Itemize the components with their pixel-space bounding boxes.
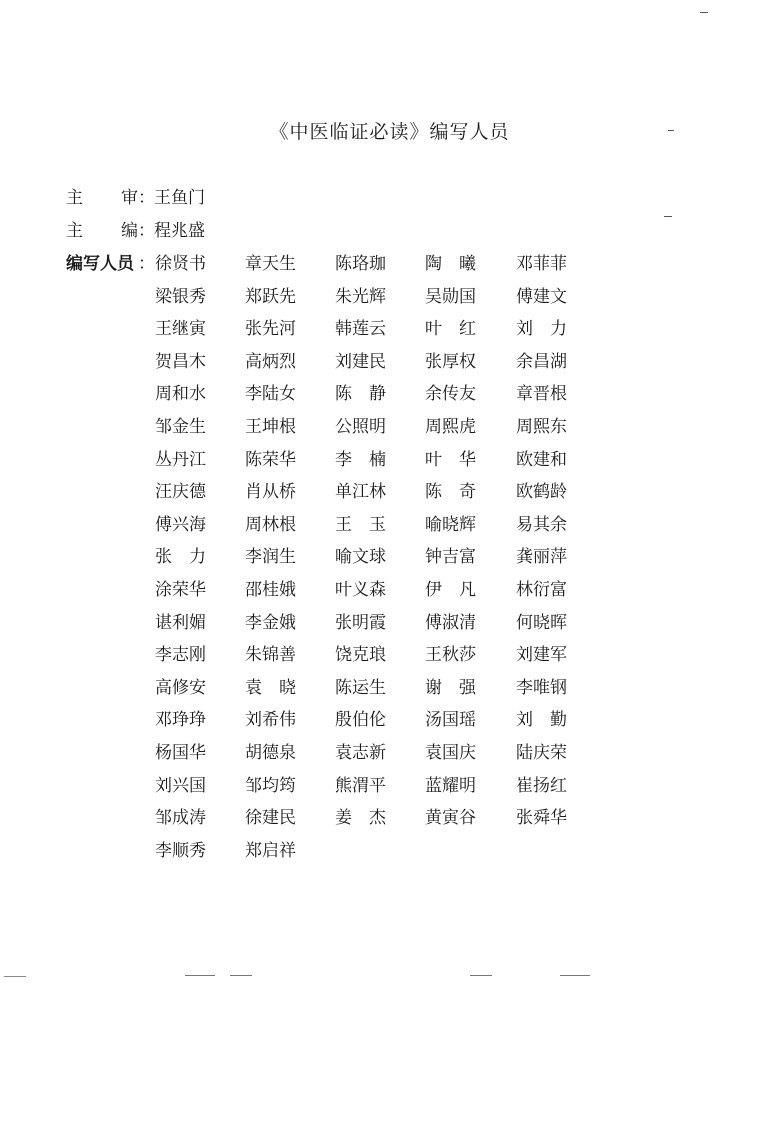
writer-name: 胡德泉 (245, 743, 296, 763)
writer-name: 朱光辉 (335, 287, 386, 307)
writer-name: 张舜华 (516, 808, 567, 828)
writer-name: 周熙虎 (425, 417, 476, 437)
writer-name: 肖从桥 (245, 482, 296, 502)
writer-name: 刘建民 (335, 352, 386, 372)
writer-name: 刘 勤 (516, 710, 567, 730)
writer-name: 余传友 (425, 384, 476, 404)
writer-name: 李唯钢 (516, 678, 567, 698)
writer-name: 袁国庆 (425, 743, 476, 763)
writer-name: 陈 奇 (425, 482, 476, 502)
writer-name: 朱锦善 (245, 645, 296, 665)
writer-name: 王秋莎 (425, 645, 476, 665)
writer-name: 汤国瑶 (425, 710, 476, 730)
writer-name: 邹均筠 (245, 776, 296, 796)
writer-name: 叶义森 (335, 580, 386, 600)
writers-label: 编写人员 (66, 254, 134, 274)
writer-name: 喻晓辉 (425, 515, 476, 535)
writer-name: 殷伯伦 (335, 710, 386, 730)
writer-name: 郑启祥 (245, 841, 296, 861)
writer-name: 周林根 (245, 515, 296, 535)
writer-name: 林衍富 (516, 580, 567, 600)
writer-name: 李金娥 (245, 613, 296, 633)
writer-name: 张先河 (245, 319, 296, 339)
writer-name: 王 玉 (335, 515, 386, 535)
writer-name: 杨国华 (155, 743, 206, 763)
writer-name: 李润生 (245, 547, 296, 567)
writer-name: 陶 曦 (425, 254, 476, 274)
scan-mark (470, 975, 492, 976)
writer-name: 陈珞珈 (335, 254, 386, 274)
writer-name: 贺昌木 (155, 352, 206, 372)
writer-name: 章晋根 (516, 384, 567, 404)
writer-name: 王坤根 (245, 417, 296, 437)
writer-name: 傅兴海 (155, 515, 206, 535)
writer-name: 张 力 (155, 547, 206, 567)
writer-name: 刘兴国 (155, 776, 206, 796)
writer-name: 刘希伟 (245, 710, 296, 730)
writer-name: 公照明 (335, 417, 386, 437)
writer-name: 郑跃先 (245, 287, 296, 307)
writer-name: 陆庆荣 (516, 743, 567, 763)
scan-mark (664, 216, 672, 217)
writer-name: 韩莲云 (335, 319, 386, 339)
writer-name: 叶 红 (425, 319, 476, 339)
writer-name: 邹成涛 (155, 808, 206, 828)
writer-name: 谌利媚 (155, 613, 206, 633)
writer-name: 龚丽萍 (516, 547, 567, 567)
writer-name: 李 楠 (335, 450, 386, 470)
writer-name: 叶 华 (425, 450, 476, 470)
writer-name: 袁志新 (335, 743, 386, 763)
scan-mark (4, 976, 26, 977)
writer-name: 余昌湖 (516, 352, 567, 372)
writer-name: 伊 凡 (425, 580, 476, 600)
chief-editor-colon: ： (138, 221, 155, 241)
writer-name: 邹金生 (155, 417, 206, 437)
writer-name: 周和水 (155, 384, 206, 404)
writer-name: 张明霞 (335, 613, 386, 633)
writer-name: 徐建民 (245, 808, 296, 828)
writer-name: 崔扬红 (516, 776, 567, 796)
writer-name: 姜 杰 (335, 808, 386, 828)
writer-name: 李志刚 (155, 645, 206, 665)
writer-name: 梁银秀 (155, 287, 206, 307)
writer-name: 邓菲菲 (516, 254, 567, 274)
page-title: 《中医临证必读》编写人员 (269, 121, 510, 143)
writer-name: 刘 力 (516, 319, 567, 339)
scan-mark (230, 975, 252, 976)
scan-mark (700, 12, 708, 13)
writer-name: 傅建文 (516, 287, 567, 307)
writer-name: 高炳烈 (245, 352, 296, 372)
writer-name: 熊渭平 (335, 776, 386, 796)
chief-reviewer-colon: ： (138, 188, 155, 208)
writer-name: 邵桂娥 (245, 580, 296, 600)
writer-name: 涂荣华 (155, 580, 206, 600)
writer-name: 袁 晓 (245, 678, 296, 698)
writer-name: 张厚权 (425, 352, 476, 372)
chief-reviewer-name: 王鱼门 (154, 188, 205, 208)
scan-mark (668, 130, 674, 131)
chief-reviewer-label-first: 主 (66, 188, 83, 208)
writer-name: 蓝耀明 (425, 776, 476, 796)
writer-name: 谢 强 (425, 678, 476, 698)
writer-name: 陈运生 (335, 678, 386, 698)
chief-editor-label-first: 主 (66, 221, 83, 241)
writer-name: 丛丹江 (155, 450, 206, 470)
writer-name: 黄寅谷 (425, 808, 476, 828)
writer-name: 章天生 (245, 254, 296, 274)
scan-mark (560, 975, 590, 976)
writer-name: 王继寅 (155, 319, 206, 339)
writer-name: 李顺秀 (155, 841, 206, 861)
writer-name: 欧鹤龄 (516, 482, 567, 502)
writer-name: 吴勋国 (425, 287, 476, 307)
chief-reviewer-label-second: 审 (121, 188, 138, 208)
writer-name: 何晓晖 (516, 613, 567, 633)
writer-name: 欧建和 (516, 450, 567, 470)
writer-name: 陈荣华 (245, 450, 296, 470)
writer-name: 单江林 (335, 482, 386, 502)
writer-name: 周熙东 (516, 417, 567, 437)
writers-colon: ： (138, 254, 155, 274)
writer-name: 邓琤琤 (155, 710, 206, 730)
chief-editor-label-second: 编 (121, 221, 138, 241)
writer-name: 喻文球 (335, 547, 386, 567)
writer-name: 李陆女 (245, 384, 296, 404)
chief-editor-name: 程兆盛 (154, 221, 205, 241)
writer-name: 汪庆德 (155, 482, 206, 502)
writer-name: 刘建军 (516, 645, 567, 665)
writer-name: 傅淑清 (425, 613, 476, 633)
writer-name: 陈 静 (335, 384, 386, 404)
writer-name: 饶克琅 (335, 645, 386, 665)
writer-name: 高修安 (155, 678, 206, 698)
writer-name: 钟吉富 (425, 547, 476, 567)
writer-name: 易其余 (516, 515, 567, 535)
scan-mark (185, 975, 215, 976)
writer-name: 徐贤书 (155, 254, 206, 274)
